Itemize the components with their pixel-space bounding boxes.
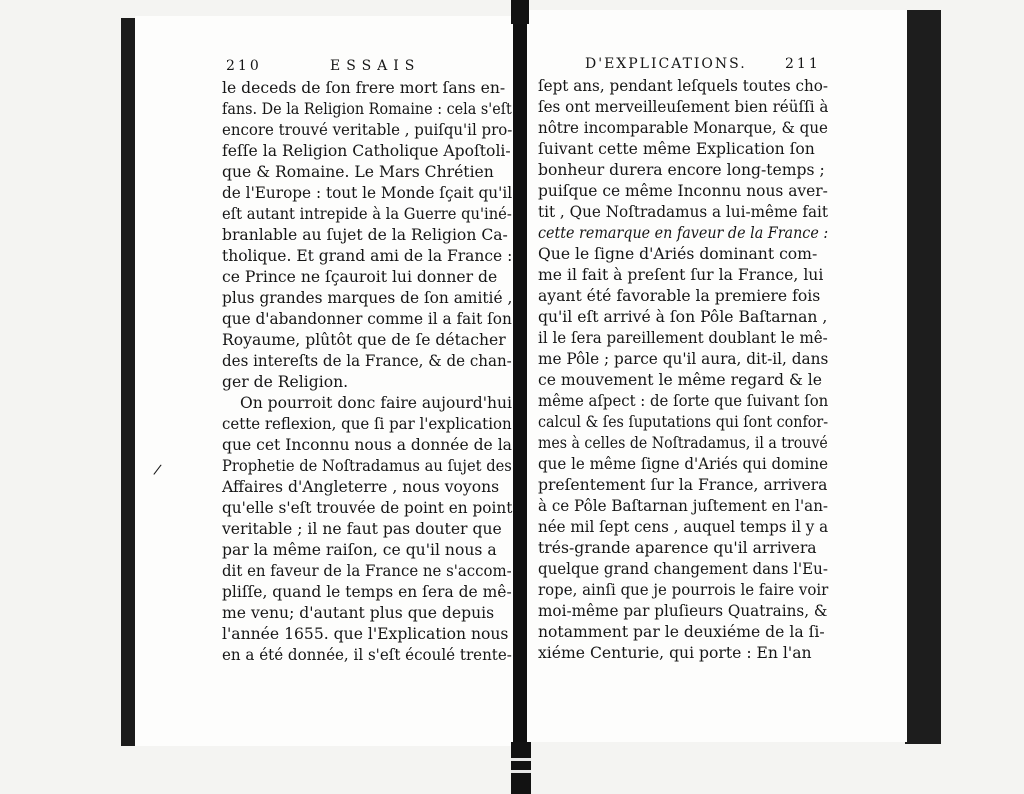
text-line: preſentement ſur la France, arrivera xyxy=(538,476,828,494)
text-line: plus grandes marques de ſon amitié , xyxy=(222,289,513,307)
text-line: dit en faveur de la France ne s'accom- xyxy=(222,562,512,580)
text-line: ſes ont merveilleuſement bien réüſſi à xyxy=(538,98,829,116)
text-line: me il fait à preſent ſur la France, lui xyxy=(538,266,824,284)
text-line: pliſſe, quand le temps en ſera de mê- xyxy=(222,583,512,601)
text-line: des intereſts de la France, & de chan- xyxy=(222,352,512,370)
text-line: l'année 1655. que l'Explication nous xyxy=(222,625,509,643)
text-line: bonheur durera encore long-temps ; xyxy=(538,161,825,179)
text-line: encore trouvé veritable , puiſqu'il pro- xyxy=(222,121,513,139)
right-page-text xyxy=(538,76,828,664)
text-line: tholique. Et grand ami de la France : xyxy=(222,247,513,265)
text-line: Prophetie de Noſtradamus au ſujet des xyxy=(222,457,512,475)
text-line: ce Prince ne ſçauroit lui donner de xyxy=(222,268,498,286)
text-line: quelque grand changement dans l'Eu- xyxy=(538,560,828,578)
right-page-number: 211 xyxy=(785,56,821,72)
text-line: Royaume, plûtôt que de ſe détacher xyxy=(222,331,506,349)
left-running-head: ESSAIS xyxy=(330,58,421,74)
text-line: fans. De la Religion Romaine : cela s'eſt xyxy=(222,100,512,118)
text-line: xiéme Centurie, qui porte : En l'an xyxy=(538,644,812,662)
book-edge-left xyxy=(121,18,135,746)
text-line: nôtre incomparable Monarque, & que xyxy=(538,119,828,137)
right-running-head: D'EXPLICATIONS. xyxy=(585,56,747,72)
text-line: calcul & ſes ſuputations qui ſont confor- xyxy=(538,413,829,431)
ribbon-band xyxy=(511,770,531,773)
ribbon-band xyxy=(511,758,531,761)
text-line: moi-même par pluſieurs Quatrains, & xyxy=(538,602,828,620)
ribbon-top xyxy=(511,0,529,24)
text-line: branlable au ſujet de la Religion Ca- xyxy=(222,226,508,244)
text-line: On pourroit donc faire aujourd'hui xyxy=(239,394,513,412)
text-line: mes à celles de Noſtradamus, il a trouvé xyxy=(538,434,828,452)
stray-mark: / xyxy=(152,461,163,479)
text-line: par la même raiſon, ce qu'il nous a xyxy=(222,541,497,559)
text-line: ayant été favorable la premiere fois xyxy=(538,287,821,305)
text-line: en a été donnée, il s'eſt écoulé trente- xyxy=(222,646,512,664)
text-line: ſept ans, pendant leſquels toutes cho- xyxy=(538,77,828,95)
text-line: rope, ainſi que je pourrois le faire voir xyxy=(538,581,829,599)
text-line: cette remarque en faveur de la France : xyxy=(538,224,829,242)
book-gutter xyxy=(513,0,527,794)
text-line: eſt autant intrepide à la Guerre qu'iné- xyxy=(222,205,512,223)
text-line: ce mouvement le même regard & le xyxy=(538,371,823,389)
text-line: veritable ; il ne faut pas douter que xyxy=(222,520,502,538)
text-line: qu'il eſt arrivé à ſon Pôle Baſtarnan , xyxy=(538,308,828,326)
text-line: à ce Pôle Baſtarnan juſtement en l'an- xyxy=(538,497,829,515)
text-line: née mil ſept cens , auquel temps il y a xyxy=(538,518,829,536)
text-line: feſſe la Religion Catholique Apoſtoli- xyxy=(222,142,511,160)
text-line: Que le ſigne d'Ariés dominant com- xyxy=(538,245,818,263)
left-page-number: 210 xyxy=(226,58,262,74)
text-line: cette reflexion, que ſi par l'explication xyxy=(222,415,512,433)
text-line: que & Romaine. Le Mars Chrétien xyxy=(222,163,494,181)
left-page-text xyxy=(222,78,512,666)
text-line: qu'elle s'eſt trouvée de point en point xyxy=(222,499,513,517)
text-line: ger de Religion. xyxy=(222,373,349,391)
text-line: de l'Europe : tout le Monde ſçait qu'il xyxy=(222,184,513,202)
text-line: me Pôle ; parce qu'il aura, dit-il, dans xyxy=(538,350,829,368)
ribbon-bottom xyxy=(511,742,531,794)
text-line: ſuivant cette même Explication ſon xyxy=(538,140,815,158)
text-line: me venu; d'autant plus que depuis xyxy=(222,604,495,622)
text-line: trés-grande aparence qu'il arrivera xyxy=(538,539,817,557)
book-edge-right xyxy=(905,10,941,744)
text-line: puiſque ce même Inconnu nous aver- xyxy=(538,182,828,200)
text-line: même aſpect : de ſorte que ſuivant ſon xyxy=(538,392,829,410)
text-line: que cet Inconnu nous a donnée de la xyxy=(222,436,512,454)
text-line: le deceds de ſon frere mort ſans en- xyxy=(222,79,506,97)
text-line: Affaires d'Angleterre , nous voyons xyxy=(222,478,500,496)
text-line: que d'abandonner comme il a fait ſon xyxy=(222,310,512,328)
text-line: tit , Que Noſtradamus a lui-même fait xyxy=(538,203,829,221)
text-line: il le ſera pareillement doublant le mê- xyxy=(538,329,828,347)
text-line: notamment par le deuxiéme de la ſi- xyxy=(538,623,825,641)
text-line: que le même ſigne d'Ariés qui domine xyxy=(538,455,828,473)
